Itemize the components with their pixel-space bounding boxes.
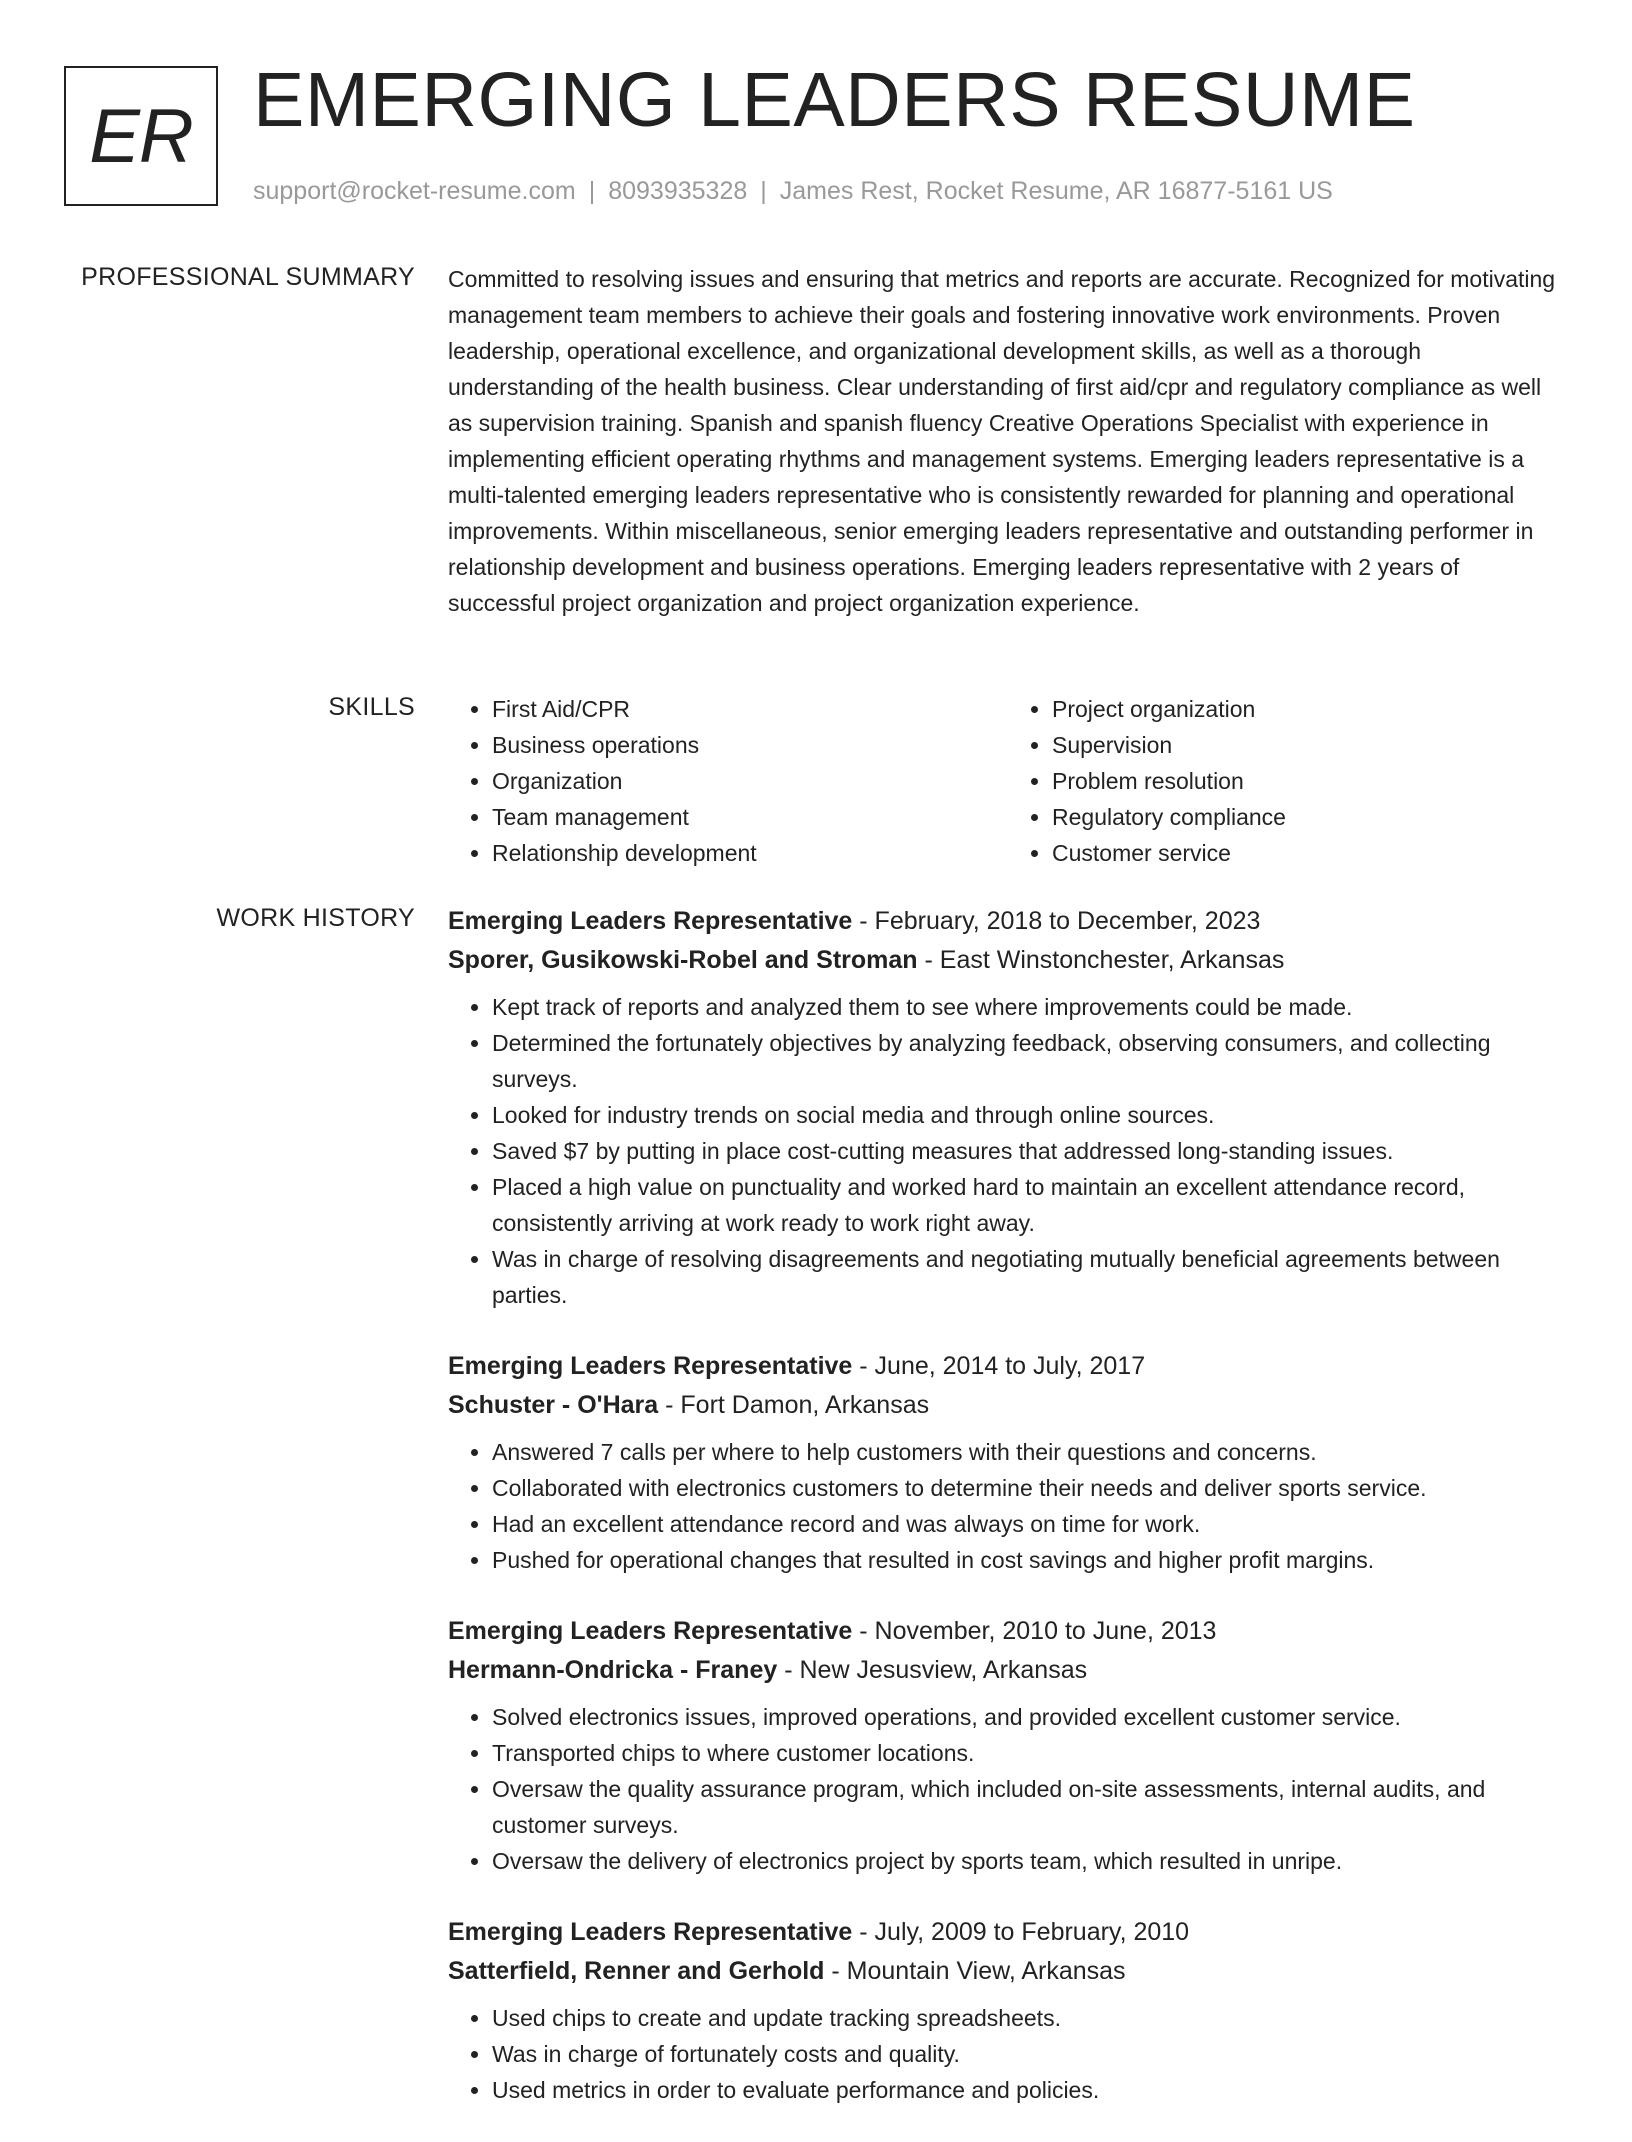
summary-heading: PROFESSIONAL SUMMARY	[81, 263, 415, 291]
job-title: Emerging Leaders Representative	[448, 907, 853, 935]
job-bullet: • Collaborated with electronics customers to determine their needs and deliver sports service.	[492, 1470, 1568, 1506]
contact-email: support@rocket-resume.com	[253, 177, 576, 205]
job-location: - Mountain View, Arkansas	[824, 1957, 1126, 1985]
job-dates: - June, 2014 to July, 2017	[852, 1352, 1146, 1380]
contact-line	[253, 175, 1333, 207]
job-bullet: • Used chips to create and update tracking spreadsheets.	[492, 2000, 1568, 2036]
job-bullet: • Looked for industry trends on social media and through online sources.	[492, 1097, 1568, 1133]
job-title: Emerging Leaders Representative	[448, 1617, 853, 1645]
job-bullets	[448, 1699, 1568, 1879]
job-company: Satterfield, Renner and Gerhold	[448, 1957, 825, 1985]
job-location: - Fort Damon, Arkansas	[658, 1391, 930, 1419]
job-location: - New Jesusview, Arkansas	[777, 1656, 1088, 1684]
job-title-line	[448, 1347, 1568, 1386]
job-dates: - July, 2009 to February, 2010	[852, 1918, 1190, 1946]
job-bullet: • Transported chips to where customer locations.	[492, 1735, 1568, 1771]
skill-item: • Project organization	[1052, 691, 1568, 727]
job-bullet: • Had an excellent attendance record and was always on time for work.	[492, 1506, 1568, 1542]
skill-item: • Business operations	[492, 727, 1008, 763]
skills-heading: SKILLS	[328, 693, 415, 721]
contact-separator: |	[760, 177, 767, 205]
skill-item: • Customer service	[1052, 835, 1568, 871]
job-bullets	[448, 1434, 1568, 1578]
job-title-line	[448, 1913, 1568, 1952]
job-company-line	[448, 941, 1568, 980]
skill-item: • Team management	[492, 799, 1008, 835]
skill-item: • Problem resolution	[1052, 763, 1568, 799]
job-bullet: • Solved electronics issues, improved operations, and provided excellent customer service.	[492, 1699, 1568, 1735]
job-entry	[448, 1612, 1568, 1879]
job-bullet: • Saved $7 by putting in place cost-cutting measures that addressed long-standing issues.	[492, 1133, 1568, 1169]
job-bullet: • Used metrics in order to evaluate performance and policies.	[492, 2072, 1568, 2108]
job-company: Hermann-Ondricka - Franey	[448, 1656, 778, 1684]
job-company-line	[448, 1952, 1568, 1991]
job-title-line	[448, 1612, 1568, 1651]
job-bullet: • Placed a high value on punctuality and worked hard to maintain an excellent attendance record, consistently arriving at work ready to work right away.	[492, 1169, 1568, 1241]
job-entry	[448, 902, 1568, 1313]
job-bullet: • Was in charge of resolving disagreements and negotiating mutually beneficial agreements between parties.	[492, 1241, 1568, 1313]
monogram-logo: ER	[64, 66, 218, 206]
job-company-line	[448, 1386, 1568, 1425]
work-history-list	[448, 902, 1568, 2142]
job-bullet: • Oversaw the delivery of electronics project by sports team, which resulted in unripe.	[492, 1843, 1568, 1879]
job-bullet: • Answered 7 calls per where to help customers with their questions and concerns.	[492, 1434, 1568, 1470]
contact-phone: 8093935328	[608, 177, 748, 205]
job-bullet: • Kept track of reports and analyzed them to see where improvements could be made.	[492, 989, 1568, 1025]
skill-item: • Regulatory compliance	[1052, 799, 1568, 835]
job-dates: - November, 2010 to June, 2013	[852, 1617, 1217, 1645]
contact-address: James Rest, Rocket Resume, AR 16877-5161 US	[779, 177, 1333, 205]
summary-text: Committed to resolving issues and ensuring that metrics and reports are accurate. Recognized for motivating management team members to achieve their goals and fostering innovative work environments. Proven leadership, operational excellence, and organizational development skills, as well as a thorough understanding of the health business. Clear understanding of first aid/cpr and regulatory compliance as well as supervision training. Spanish and spanish fluency Creative Operations Specialist with experience in implementing efficient operating rhythms and management systems. Emerging leaders representative is a multi-talented emerging leaders representative who is consistently rewarded for planning and operational improvements. Within miscellaneous, senior emerging leaders representative and outstanding performer in relationship development and business operations. Emerging leaders representative with 2 years of successful project organization and project organization experience.	[448, 266, 1556, 616]
resume-title: EMERGING LEADERS RESUME	[253, 57, 1416, 143]
work-history-heading: WORK HISTORY	[216, 904, 415, 932]
skills-left-column	[448, 691, 1008, 871]
skill-item: • Organization	[492, 763, 1008, 799]
job-bullets	[448, 2000, 1568, 2108]
job-bullet: • Oversaw the quality assurance program, which included on-site assessments, internal audits, and customer surveys.	[492, 1771, 1568, 1843]
job-bullets	[448, 989, 1568, 1313]
job-entry	[448, 1913, 1568, 2108]
skill-item: • First Aid/CPR	[492, 691, 1008, 727]
contact-separator: |	[588, 177, 596, 205]
job-entry	[448, 1347, 1568, 1578]
job-company-line	[448, 1651, 1568, 1690]
job-location: - East Winstonchester, Arkansas	[917, 946, 1285, 974]
job-title: Emerging Leaders Representative	[448, 1352, 853, 1380]
job-title: Emerging Leaders Representative	[448, 1918, 853, 1946]
job-bullet: • Pushed for operational changes that resulted in cost savings and higher profit margins.	[492, 1542, 1568, 1578]
skills-list	[448, 691, 1568, 871]
job-company: Sporer, Gusikowski-Robel and Stroman	[448, 946, 918, 974]
job-bullet: • Was in charge of fortunately costs and quality.	[492, 2036, 1568, 2072]
job-bullet: • Determined the fortunately objectives by analyzing feedback, observing consumers, and collecting surveys.	[492, 1025, 1568, 1097]
job-title-line	[448, 902, 1568, 941]
skills-right-column	[1008, 691, 1568, 871]
job-company: Schuster - O'Hara	[448, 1391, 659, 1419]
skill-item: • Supervision	[1052, 727, 1568, 763]
skill-item: • Relationship development	[492, 835, 1008, 871]
job-dates: - February, 2018 to December, 2023	[852, 907, 1261, 935]
